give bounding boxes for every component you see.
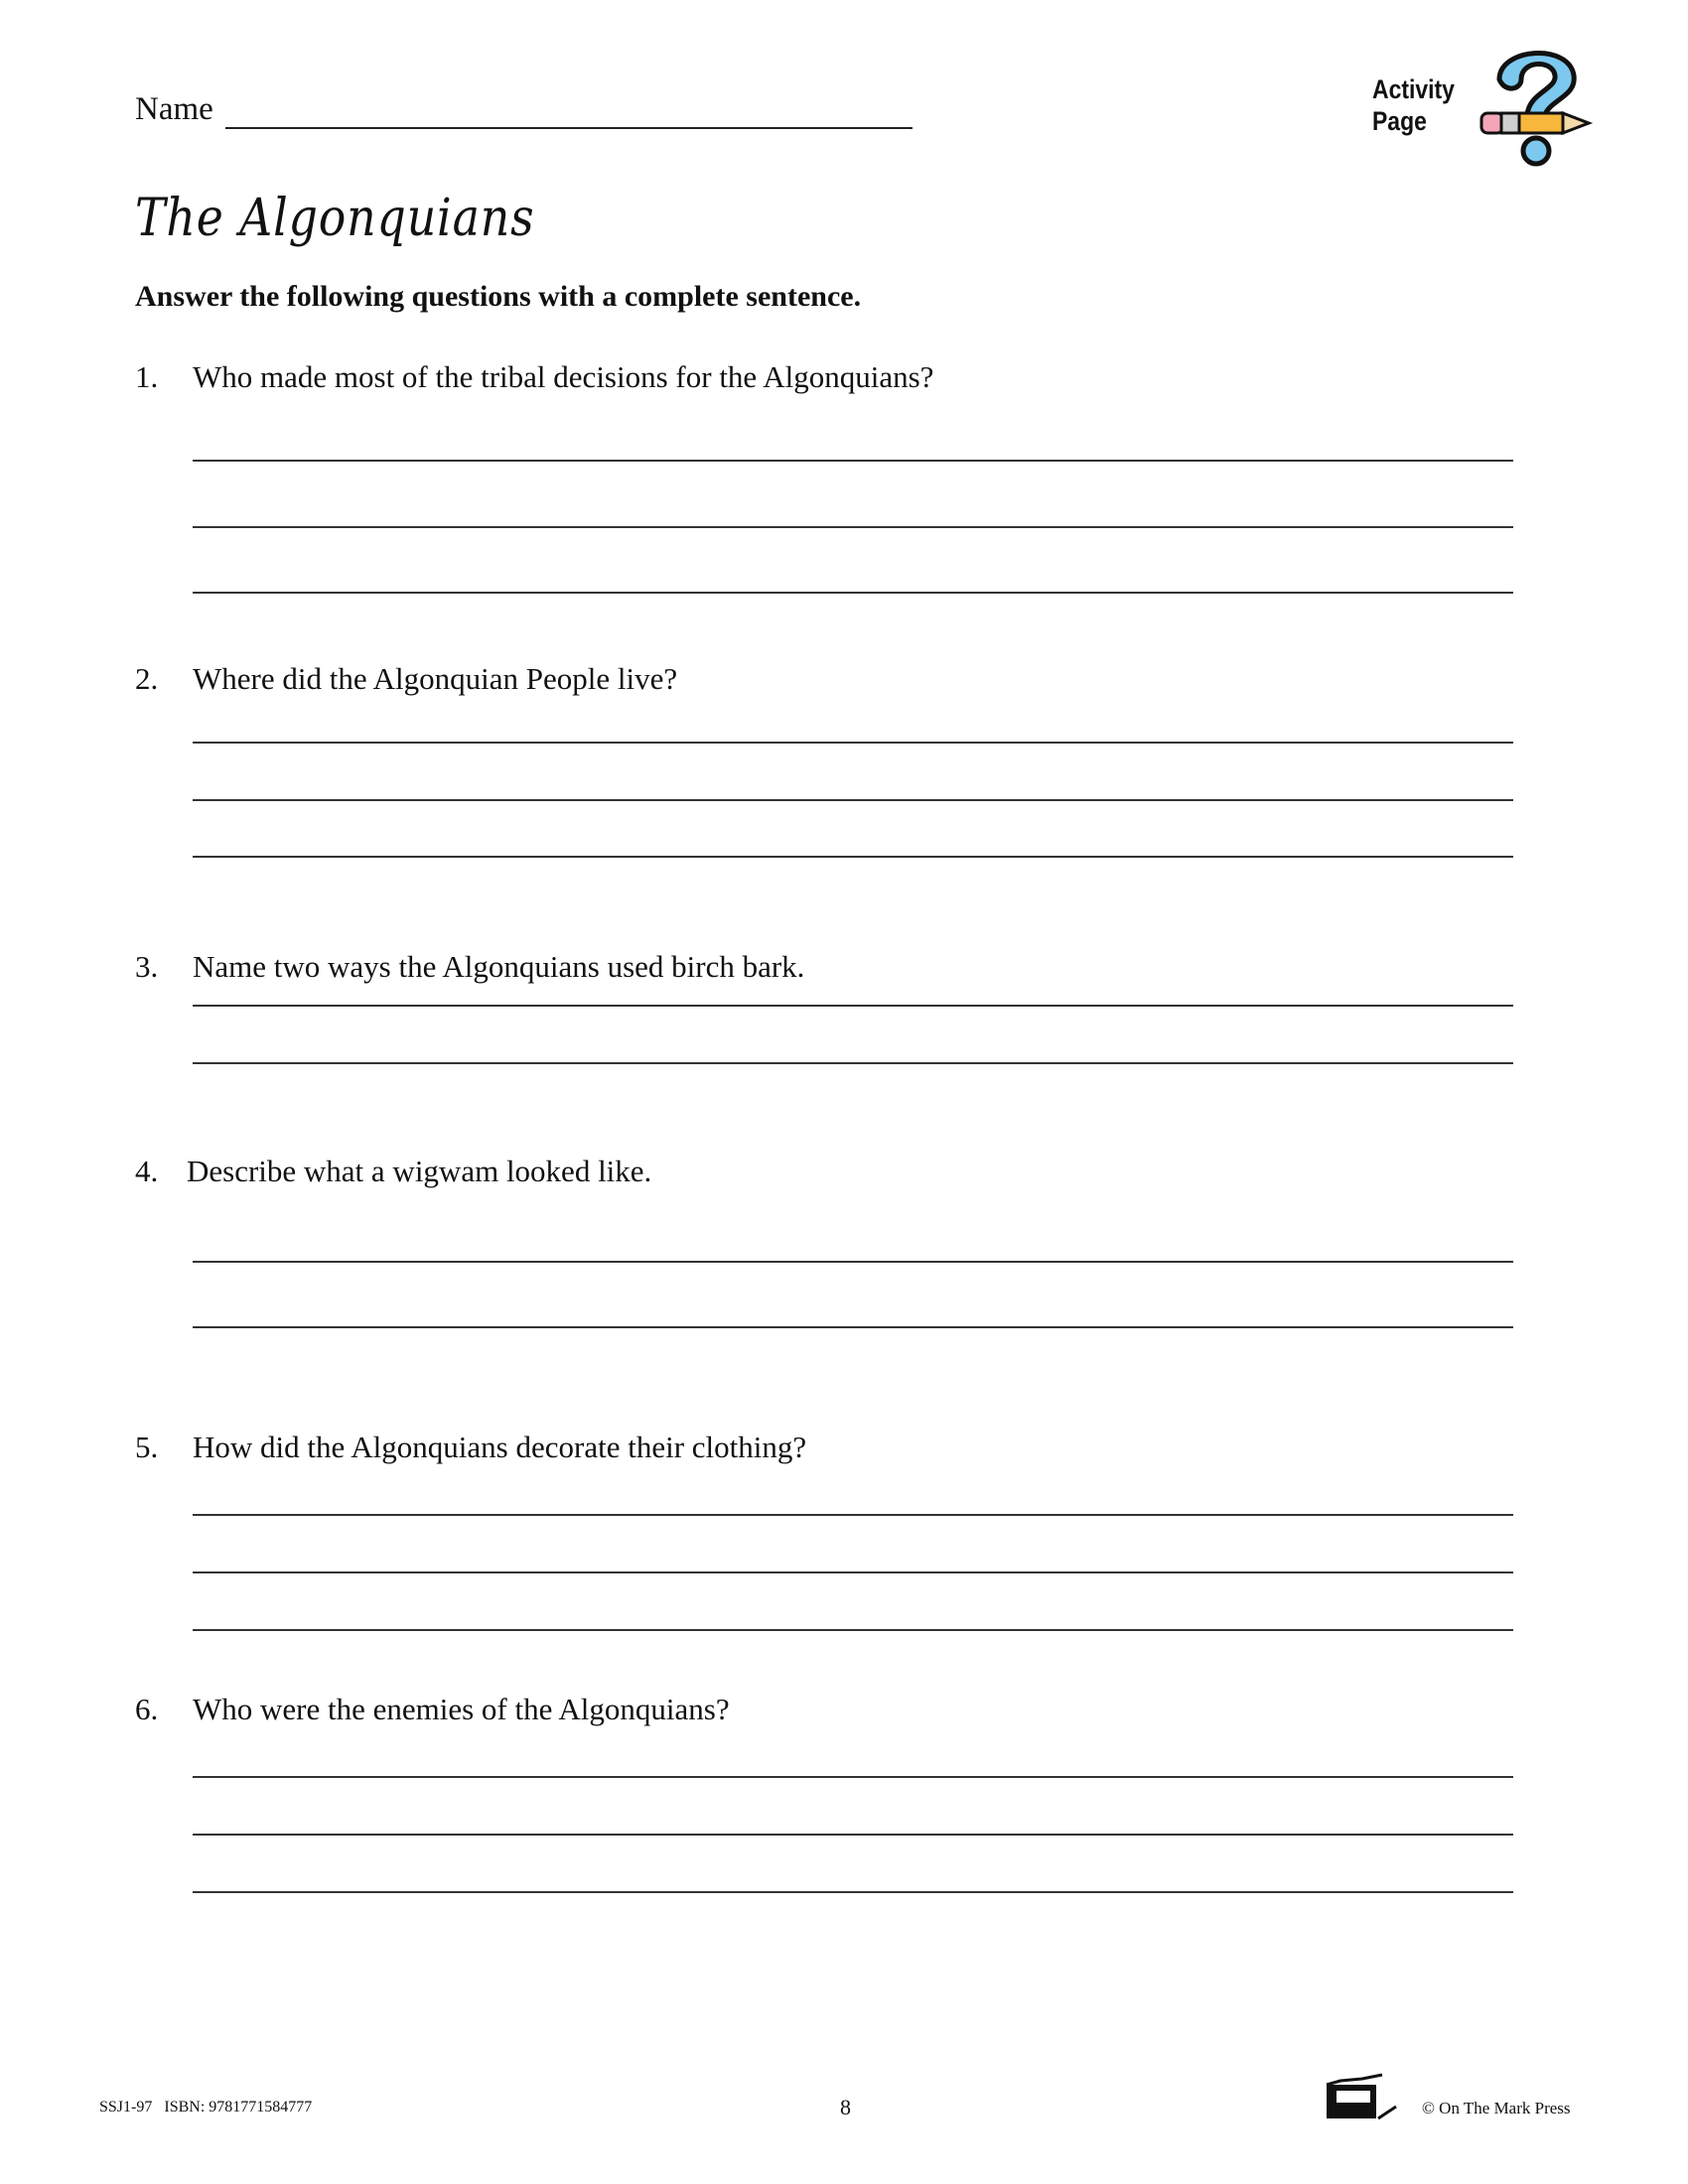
question-text: Who made most of the tribal decisions for the Algonquians? <box>193 359 934 394</box>
answer-line[interactable] <box>193 1005 1513 1007</box>
question-5 <box>135 1430 806 1465</box>
activity-label: Activity <box>1372 74 1455 104</box>
name-label: Name <box>135 91 213 127</box>
question-number: 2. <box>135 661 159 696</box>
publisher-logo-icon <box>1323 2073 1402 2122</box>
question-3 <box>135 949 804 985</box>
answer-line[interactable] <box>193 742 1513 744</box>
page-number: 8 <box>840 2095 851 2119</box>
question-text: Where did the Algonquian People live? <box>193 661 678 696</box>
page-label: Page <box>1372 106 1427 136</box>
answer-line[interactable] <box>193 1261 1513 1263</box>
name-field[interactable] <box>225 127 913 129</box>
answer-line[interactable] <box>193 526 1513 528</box>
question-number: 1. <box>135 359 159 394</box>
instructions: Answer the following questions with a complete sentence. <box>135 280 862 313</box>
answer-line[interactable] <box>193 1629 1513 1631</box>
question-number: 6. <box>135 1692 159 1726</box>
answer-line[interactable] <box>193 1326 1513 1328</box>
question-text: How did the Algonquians decorate their clothing? <box>193 1430 807 1464</box>
answer-line[interactable] <box>193 1834 1513 1836</box>
footer-code <box>99 2099 312 2116</box>
answer-line[interactable] <box>193 1571 1513 1573</box>
question-2 <box>135 661 677 697</box>
question-text: Describe what a wigwam looked like. <box>187 1154 652 1188</box>
page-title: The Algonquians <box>135 189 535 248</box>
answer-line[interactable] <box>193 1776 1513 1778</box>
answer-line[interactable] <box>193 1062 1513 1064</box>
question-number: 5. <box>135 1430 159 1464</box>
answer-line[interactable] <box>193 1514 1513 1516</box>
question-number: 3. <box>135 949 159 984</box>
question-6 <box>135 1692 730 1727</box>
answer-line[interactable] <box>193 592 1513 594</box>
isbn: ISBN: 9781771584777 <box>164 2099 313 2116</box>
question-1 <box>135 359 933 395</box>
question-4 <box>135 1154 651 1189</box>
activity-page-badge <box>1372 73 1455 137</box>
answer-line[interactable] <box>193 799 1513 801</box>
question-text: Name two ways the Algonquians used birch bark. <box>193 949 805 984</box>
question-number: 4. <box>135 1154 159 1188</box>
answer-line[interactable] <box>193 1891 1513 1893</box>
product-code: SSJ1-97 <box>99 2099 153 2116</box>
question-text: Who were the enemies of the Algonquians? <box>193 1692 730 1726</box>
answer-line[interactable] <box>193 460 1513 462</box>
answer-line[interactable] <box>193 856 1513 858</box>
question-mark-pencil-icon <box>1470 38 1599 172</box>
publisher-credit: © On The Mark Press <box>1422 2099 1571 2117</box>
